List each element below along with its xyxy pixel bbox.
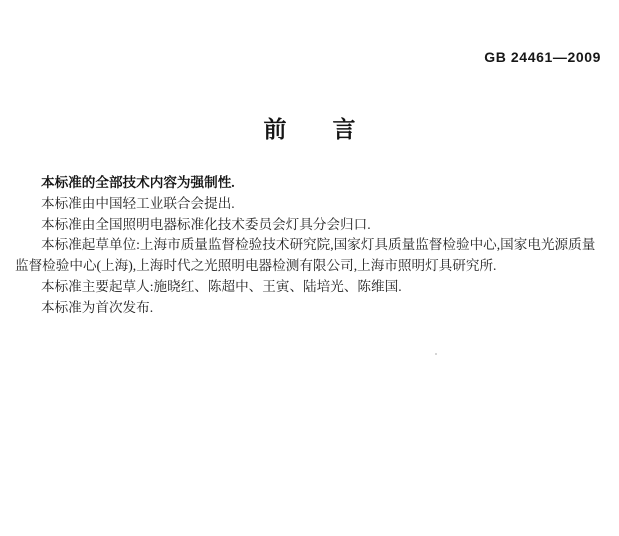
foreword-body [15, 173, 611, 319]
paragraph-line-drafting-orgs-1: 本标准起草单位:上海市质量监督检验技术研究院,国家灯具质量监督检验中心,国家电光源质量 [41, 237, 596, 253]
paragraph-line-drafting-orgs-2: 监督检验中心(上海),上海时代之光照明电器检测有限公司,上海市照明灯具研究所. [15, 258, 497, 274]
standard-number: GB 24461—2009 [484, 49, 601, 65]
paragraph-line-centralized-unit: 本标准由全国照明电器标准化技术委员会灯具分会归口. [41, 216, 371, 232]
scan-speck [435, 353, 437, 355]
paragraph-line-drafters: 本标准主要起草人:施晓红、陈超中、王寅、陆培光、陈维国. [41, 278, 402, 294]
page-title: 前 言 [263, 116, 356, 142]
paragraph-line-compulsory: 本标准的全部技术内容为强制性. [41, 175, 235, 190]
paragraph-line-proposer: 本标准由中国轻工业联合会提出. [41, 195, 235, 211]
paragraph-line-first-publication: 本标准为首次发布. [41, 299, 154, 315]
